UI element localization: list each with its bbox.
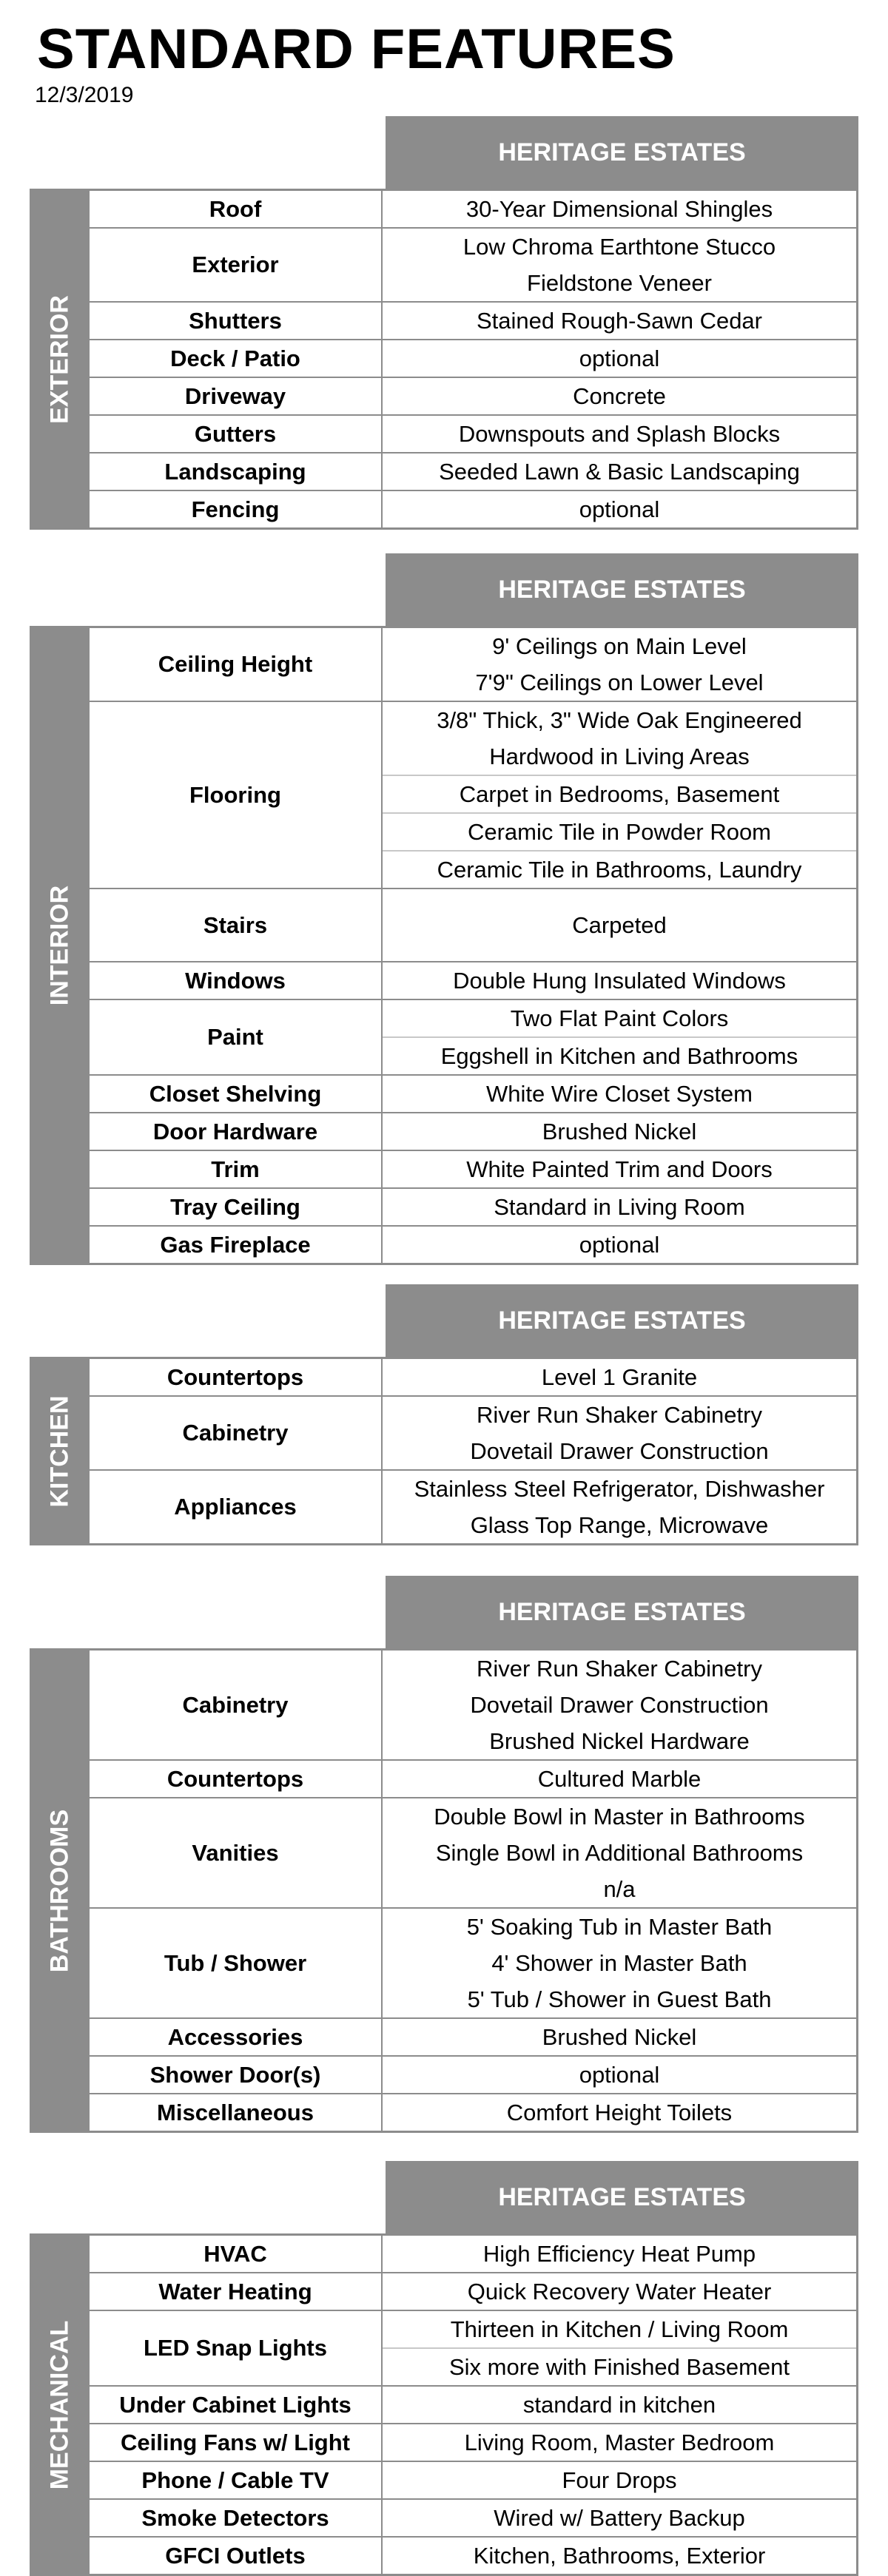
category-bar bbox=[32, 1359, 88, 1543]
table-row bbox=[88, 2093, 856, 2131]
value-cell bbox=[383, 1036, 856, 1074]
feature-name: Gutters bbox=[88, 416, 383, 452]
column-header: HERITAGE ESTATES bbox=[386, 1576, 858, 1648]
value-line: Four Drops bbox=[562, 2467, 677, 2493]
feature-name: Exterior bbox=[88, 229, 383, 301]
value-cell bbox=[383, 1761, 856, 1797]
feature-name: Water Heating bbox=[88, 2273, 383, 2310]
table-row bbox=[88, 1359, 856, 1395]
value-line: Low Chroma Earthtone Stucco bbox=[462, 234, 776, 260]
table-row bbox=[88, 2272, 856, 2310]
feature-name: Accessories bbox=[88, 2019, 383, 2055]
value-line: Stainless Steel Refrigerator, Dishwasher bbox=[414, 1476, 825, 1502]
value-line: Two Flat Paint Colors bbox=[510, 1005, 729, 1031]
value-line: Carpet in Bedrooms, Basement bbox=[459, 781, 780, 807]
category-bar bbox=[32, 628, 88, 1263]
feature-values bbox=[383, 1189, 856, 1225]
feature-values bbox=[383, 378, 856, 414]
document-date: 12/3/2019 bbox=[35, 83, 134, 107]
value-cell bbox=[383, 962, 856, 999]
section-table bbox=[30, 1648, 858, 2133]
feature-values bbox=[383, 702, 856, 888]
value-cell bbox=[383, 1359, 856, 1395]
table-row bbox=[88, 888, 856, 961]
value-cell bbox=[383, 454, 856, 490]
value-cell bbox=[383, 889, 856, 961]
feature-name: Deck / Patio bbox=[88, 340, 383, 377]
feature-values bbox=[383, 1000, 856, 1074]
feature-name: Miscellaneous bbox=[88, 2094, 383, 2131]
feature-values bbox=[383, 1076, 856, 1112]
table-row bbox=[88, 2236, 856, 2272]
category-bar bbox=[32, 191, 88, 527]
feature-values bbox=[383, 1471, 856, 1543]
value-cell bbox=[383, 2538, 856, 2574]
value-line: River Run Shaker Cabinetry bbox=[477, 1656, 762, 1682]
category-label: EXTERIOR bbox=[45, 294, 74, 424]
value-cell bbox=[383, 2347, 856, 2385]
value-line: Ceramic Tile in Powder Room bbox=[467, 819, 772, 845]
value-line: standard in kitchen bbox=[522, 2392, 716, 2418]
table-row bbox=[88, 1112, 856, 1150]
category-bar bbox=[32, 1651, 88, 2131]
value-cell bbox=[383, 1471, 856, 1543]
section-table bbox=[30, 1357, 858, 1545]
value-line: High Efficiency Heat Pump bbox=[482, 2241, 756, 2267]
value-line: 3/8" Thick, 3" Wide Oak Engineered bbox=[437, 707, 802, 733]
table-row bbox=[88, 961, 856, 999]
table-row bbox=[88, 1797, 856, 1907]
feature-name: GFCI Outlets bbox=[88, 2538, 383, 2574]
feature-values bbox=[383, 191, 856, 227]
value-line: Dovetail Drawer Construction bbox=[470, 1438, 769, 1464]
feature-rows bbox=[88, 191, 856, 527]
feature-values bbox=[383, 1761, 856, 1797]
value-line: optional bbox=[579, 345, 660, 371]
value-line: Wired w/ Battery Backup bbox=[494, 2505, 745, 2531]
value-line: 4' Shower in Master Bath bbox=[491, 1950, 747, 1976]
value-line: Comfort Height Toilets bbox=[506, 2100, 733, 2125]
section-table bbox=[30, 2233, 858, 2576]
table-row bbox=[88, 1225, 856, 1263]
section-table bbox=[30, 626, 858, 1265]
value-line: 7'9" Ceilings on Lower Level bbox=[475, 670, 764, 695]
feature-values bbox=[383, 2462, 856, 2498]
value-cell bbox=[383, 850, 856, 888]
feature-name: Closet Shelving bbox=[88, 1076, 383, 1112]
feature-values bbox=[383, 2236, 856, 2272]
value-line: Concrete bbox=[573, 383, 666, 409]
table-row bbox=[88, 2055, 856, 2093]
category-label: KITCHEN bbox=[45, 1395, 74, 1508]
value-line: 30-Year Dimensional Shingles bbox=[465, 196, 773, 222]
table-row bbox=[88, 1395, 856, 1469]
value-cell bbox=[383, 1798, 856, 1907]
value-cell bbox=[383, 378, 856, 414]
value-line: optional bbox=[579, 496, 660, 522]
table-row bbox=[88, 2461, 856, 2498]
value-line: Quick Recovery Water Heater bbox=[467, 2279, 772, 2304]
value-line: White Painted Trim and Doors bbox=[466, 1156, 773, 1182]
category-label: BATHROOMS bbox=[45, 1809, 74, 1972]
feature-values bbox=[383, 2057, 856, 2093]
category-label: MECHANICAL bbox=[45, 2320, 74, 2489]
value-cell bbox=[383, 1076, 856, 1112]
feature-values bbox=[383, 1651, 856, 1759]
feature-values bbox=[383, 491, 856, 527]
feature-values bbox=[383, 889, 856, 961]
feature-values bbox=[383, 2273, 856, 2310]
value-cell bbox=[383, 812, 856, 850]
feature-values bbox=[383, 2019, 856, 2055]
feature-name: Cabinetry bbox=[88, 1397, 383, 1469]
value-cell bbox=[383, 229, 856, 301]
value-line: Carpeted bbox=[572, 912, 667, 938]
table-row bbox=[88, 452, 856, 490]
table-row bbox=[88, 2536, 856, 2574]
value-cell bbox=[383, 340, 856, 377]
value-line: Eggshell in Kitchen and Bathrooms bbox=[440, 1043, 798, 1069]
table-row bbox=[88, 191, 856, 227]
value-cell bbox=[383, 628, 856, 701]
feature-values bbox=[383, 1909, 856, 2017]
value-line: White Wire Closet System bbox=[485, 1081, 753, 1107]
value-cell bbox=[383, 2236, 856, 2272]
feature-name: Shutters bbox=[88, 303, 383, 339]
feature-values bbox=[383, 454, 856, 490]
feature-name: Fencing bbox=[88, 491, 383, 527]
table-row bbox=[88, 1469, 856, 1543]
value-line: Fieldstone Veneer bbox=[527, 270, 712, 296]
value-line: Double Bowl in Master in Bathrooms bbox=[434, 1804, 805, 1830]
value-line: River Run Shaker Cabinetry bbox=[477, 1402, 762, 1428]
table-row bbox=[88, 1150, 856, 1187]
value-cell bbox=[383, 2273, 856, 2310]
value-cell bbox=[383, 2019, 856, 2055]
column-header: HERITAGE ESTATES bbox=[386, 1284, 858, 1357]
section-table bbox=[30, 189, 858, 530]
feature-name: Tray Ceiling bbox=[88, 1189, 383, 1225]
feature-rows bbox=[88, 628, 856, 1263]
feature-name: Cabinetry bbox=[88, 1651, 383, 1759]
value-line: n/a bbox=[603, 1876, 636, 1902]
feature-rows bbox=[88, 1359, 856, 1543]
feature-values bbox=[383, 1227, 856, 1263]
feature-name: Windows bbox=[88, 962, 383, 999]
feature-name: Smoke Detectors bbox=[88, 2500, 383, 2536]
table-row bbox=[88, 2017, 856, 2055]
category-bar bbox=[32, 2236, 88, 2574]
table-row bbox=[88, 490, 856, 527]
value-cell bbox=[383, 1909, 856, 2017]
value-line: optional bbox=[579, 2062, 660, 2088]
value-line: Seeded Lawn & Basic Landscaping bbox=[439, 459, 800, 485]
feature-name: Landscaping bbox=[88, 454, 383, 490]
table-row bbox=[88, 377, 856, 414]
value-cell bbox=[383, 1113, 856, 1150]
feature-name: Shower Door(s) bbox=[88, 2057, 383, 2093]
value-line: Glass Top Range, Microwave bbox=[470, 1512, 769, 1538]
value-line: Downspouts and Splash Blocks bbox=[458, 421, 781, 447]
feature-name: Tub / Shower bbox=[88, 1909, 383, 2017]
value-line: Standard in Living Room bbox=[494, 1194, 745, 1220]
table-row bbox=[88, 2385, 856, 2423]
feature-values bbox=[383, 1113, 856, 1150]
table-row bbox=[88, 414, 856, 452]
value-line: Single Bowl in Additional Bathrooms bbox=[435, 1840, 804, 1866]
table-row bbox=[88, 628, 856, 701]
feature-values bbox=[383, 2424, 856, 2461]
feature-values bbox=[383, 303, 856, 339]
value-cell bbox=[383, 2057, 856, 2093]
value-cell bbox=[383, 1000, 856, 1036]
table-row bbox=[88, 2310, 856, 2385]
feature-name: Countertops bbox=[88, 1359, 383, 1395]
category-label: INTERIOR bbox=[45, 885, 74, 1006]
feature-values bbox=[383, 2311, 856, 2385]
value-line: 5' Tub / Shower in Guest Bath bbox=[467, 1986, 772, 2012]
feature-values bbox=[383, 2094, 856, 2131]
feature-name: Vanities bbox=[88, 1798, 383, 1907]
table-row bbox=[88, 227, 856, 301]
table-row bbox=[88, 2423, 856, 2461]
feature-name: Paint bbox=[88, 1000, 383, 1074]
table-row bbox=[88, 1187, 856, 1225]
feature-values bbox=[383, 962, 856, 999]
value-line: Level 1 Granite bbox=[541, 1364, 698, 1390]
value-line: 5' Soaking Tub in Master Bath bbox=[466, 1914, 773, 1940]
value-cell bbox=[383, 2424, 856, 2461]
table-row bbox=[88, 1759, 856, 1797]
column-header: HERITAGE ESTATES bbox=[386, 2161, 858, 2233]
value-line: Thirteen in Kitchen / Living Room bbox=[450, 2316, 789, 2342]
feature-name: HVAC bbox=[88, 2236, 383, 2272]
value-line: Ceramic Tile in Bathrooms, Laundry bbox=[437, 857, 802, 883]
value-line: Six more with Finished Basement bbox=[448, 2354, 790, 2380]
value-line: Kitchen, Bathrooms, Exterior bbox=[473, 2543, 766, 2569]
value-cell bbox=[383, 1651, 856, 1759]
feature-values bbox=[383, 416, 856, 452]
feature-name: Under Cabinet Lights bbox=[88, 2387, 383, 2423]
value-cell bbox=[383, 2311, 856, 2347]
value-cell bbox=[383, 491, 856, 527]
table-row bbox=[88, 301, 856, 339]
feature-values bbox=[383, 2387, 856, 2423]
table-row bbox=[88, 999, 856, 1074]
value-line: Cultured Marble bbox=[537, 1766, 702, 1792]
value-line: Living Room, Master Bedroom bbox=[464, 2430, 775, 2455]
feature-values bbox=[383, 1397, 856, 1469]
feature-name: Gas Fireplace bbox=[88, 1227, 383, 1263]
value-cell bbox=[383, 2094, 856, 2131]
value-cell bbox=[383, 1189, 856, 1225]
value-cell bbox=[383, 2500, 856, 2536]
value-cell bbox=[383, 775, 856, 812]
value-line: 9' Ceilings on Main Level bbox=[492, 633, 747, 659]
value-line: Double Hung Insulated Windows bbox=[453, 968, 786, 994]
column-header: HERITAGE ESTATES bbox=[386, 553, 858, 626]
page-title: STANDARD FEATURES bbox=[37, 18, 676, 81]
value-cell bbox=[383, 303, 856, 339]
table-row bbox=[88, 339, 856, 377]
feature-name: Ceiling Fans w/ Light bbox=[88, 2424, 383, 2461]
feature-name: Countertops bbox=[88, 1761, 383, 1797]
table-row bbox=[88, 2498, 856, 2536]
feature-values bbox=[383, 1359, 856, 1395]
table-row bbox=[88, 1074, 856, 1112]
value-cell bbox=[383, 416, 856, 452]
feature-values bbox=[383, 1151, 856, 1187]
value-cell bbox=[383, 2462, 856, 2498]
feature-values bbox=[383, 340, 856, 377]
feature-name: Door Hardware bbox=[88, 1113, 383, 1150]
feature-name: Flooring bbox=[88, 702, 383, 888]
feature-name: Stairs bbox=[88, 889, 383, 961]
value-line: Brushed Nickel bbox=[542, 1119, 697, 1144]
value-cell bbox=[383, 191, 856, 227]
value-line: Brushed Nickel bbox=[542, 2024, 697, 2050]
value-line: Brushed Nickel Hardware bbox=[489, 1728, 750, 1754]
table-row bbox=[88, 1651, 856, 1759]
table-row bbox=[88, 1907, 856, 2017]
value-line: Hardwood in Living Areas bbox=[489, 744, 750, 769]
column-header: HERITAGE ESTATES bbox=[386, 116, 858, 189]
feature-values bbox=[383, 2538, 856, 2574]
feature-values bbox=[383, 628, 856, 701]
value-line: optional bbox=[579, 1232, 660, 1258]
feature-name: Ceiling Height bbox=[88, 628, 383, 701]
feature-values bbox=[383, 1798, 856, 1907]
feature-values bbox=[383, 229, 856, 301]
value-line: Stained Rough-Sawn Cedar bbox=[476, 308, 763, 334]
value-cell bbox=[383, 2387, 856, 2423]
feature-name: Appliances bbox=[88, 1471, 383, 1543]
feature-name: Trim bbox=[88, 1151, 383, 1187]
feature-name: LED Snap Lights bbox=[88, 2311, 383, 2385]
feature-values bbox=[383, 2500, 856, 2536]
feature-name: Roof bbox=[88, 191, 383, 227]
feature-name: Phone / Cable TV bbox=[88, 2462, 383, 2498]
feature-rows bbox=[88, 2236, 856, 2574]
value-cell bbox=[383, 1151, 856, 1187]
value-line: Dovetail Drawer Construction bbox=[470, 1692, 769, 1718]
value-cell bbox=[383, 1397, 856, 1469]
value-cell bbox=[383, 702, 856, 775]
value-cell bbox=[383, 1227, 856, 1263]
table-row bbox=[88, 701, 856, 888]
feature-name: Driveway bbox=[88, 378, 383, 414]
feature-rows bbox=[88, 1651, 856, 2131]
